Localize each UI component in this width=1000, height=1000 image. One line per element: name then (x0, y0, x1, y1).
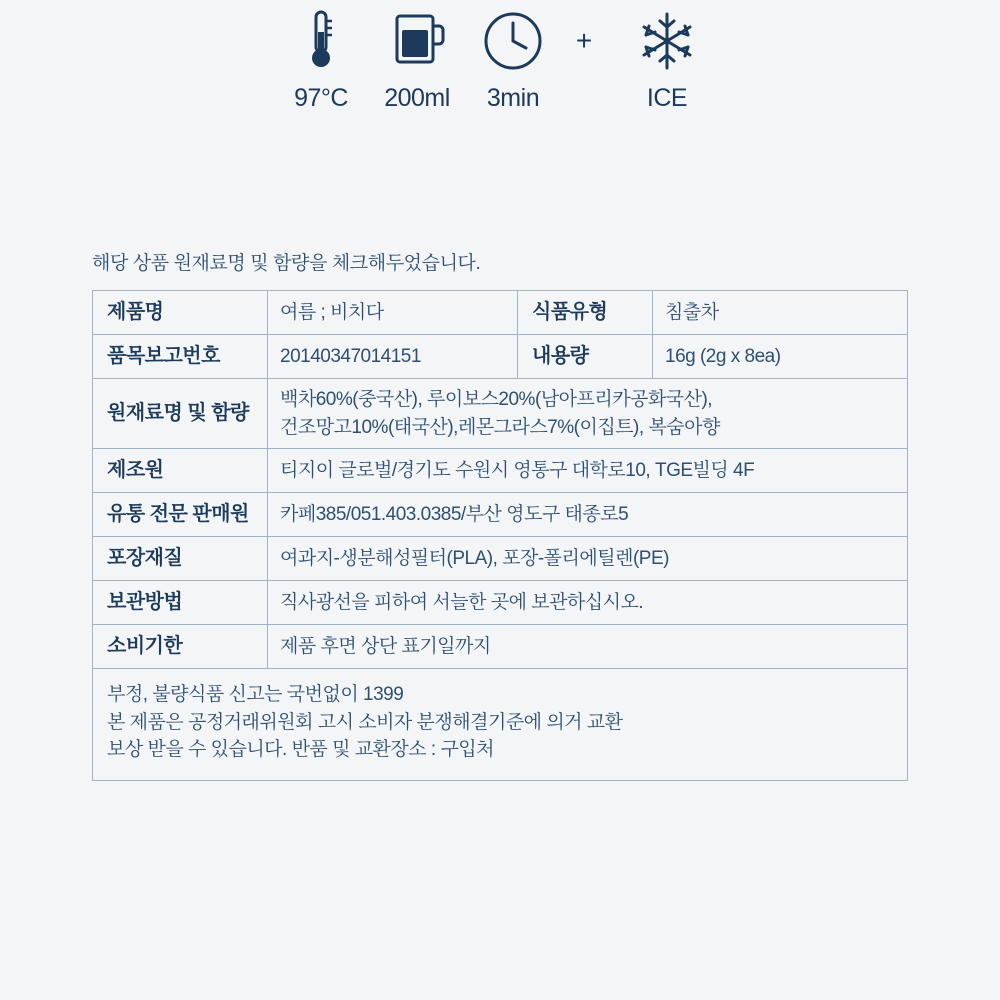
brew-items (0, 0, 1000, 113)
notice-line-2: 본 제품은 공정거래위원회 고시 소비자 분쟁해결기준에 의거 교환 (107, 711, 623, 733)
ingredients-line-1: 백차60%(중국산), 루이보스20%(남아프리카공화국산), (280, 389, 713, 410)
table-row (93, 493, 908, 537)
brew-item-volume (369, 8, 465, 113)
cell-notice (93, 669, 908, 781)
cell-label-food-type: 식품유형 (518, 291, 653, 335)
brew-label-ice: ICE (646, 84, 688, 112)
brew-item-time (465, 8, 561, 113)
cell-value-product-name: 여름 ; 비치다 (268, 291, 518, 335)
table-row-notice (93, 669, 908, 781)
table-row (93, 335, 908, 379)
table-row-ingredients (93, 379, 908, 449)
product-spec-table (92, 290, 908, 781)
thermometer-icon (301, 8, 341, 74)
cell-label-ingredients: 원재료명 및 함량 (93, 379, 268, 449)
notice-line-1: 부정, 불량식품 신고는 국번없이 1399 (107, 684, 404, 706)
intro-text: 해당 상품 원재료명 및 함량을 체크해두었습니다. (92, 253, 481, 274)
cell-value-distributor: 카페385/051.403.0385/부산 영도구 태종로5 (268, 493, 908, 537)
table-row (93, 537, 908, 581)
brew-label-time: 3min (486, 84, 540, 112)
cell-value-expiry: 제품 후면 상단 표기일까지 (268, 625, 908, 669)
brew-label-temperature: 97°C (294, 84, 348, 112)
cell-label-product-name: 제품명 (93, 291, 268, 335)
brew-item-ice (607, 8, 727, 113)
brew-item-temperature (273, 8, 369, 113)
table-row (93, 581, 908, 625)
ingredients-line-2: 건조망고10%(태국산),레몬그라스7%(이집트), 복숨아향 (280, 416, 720, 438)
cup-icon (389, 8, 445, 74)
cell-value-net-weight: 16g (2g x 8ea) (653, 335, 908, 379)
cell-value-food-type: 침출차 (653, 291, 908, 335)
cell-value-ingredients (268, 379, 908, 449)
brew-label-volume: 200ml (384, 84, 450, 112)
notice-line-3: 보상 받을 수 있습니다. 반품 및 교환장소 : 구입처 (107, 739, 495, 761)
cell-value-storage: 직사광선을 피하여 서늘한 곳에 보관하십시오. (268, 581, 908, 625)
brew-instructions (0, 0, 1000, 130)
table-row (93, 625, 908, 669)
clock-icon (482, 8, 544, 74)
cell-value-packaging: 여과지-생분해성필터(PLA), 포장-폴리에틸렌(PE) (268, 537, 908, 581)
cell-label-packaging: 포장재질 (93, 537, 268, 581)
table-row (93, 291, 908, 335)
cell-value-report-number: 20140347014151 (268, 335, 518, 379)
cell-label-distributor: 유통 전문 판매원 (93, 493, 268, 537)
plus-icon: + (575, 25, 593, 56)
cell-label-expiry: 소비기한 (93, 625, 268, 669)
cell-value-manufacturer: 티지이 글로벌/경기도 수원시 영통구 대학로10, TGE빌딩 4F (268, 449, 908, 493)
cell-label-manufacturer: 제조원 (93, 449, 268, 493)
cell-label-report-number: 품목보고번호 (93, 335, 268, 379)
table-row (93, 449, 908, 493)
cell-label-net-weight: 내용량 (518, 335, 653, 379)
cell-label-storage: 보관방법 (93, 581, 268, 625)
snowflake-icon (636, 8, 698, 74)
